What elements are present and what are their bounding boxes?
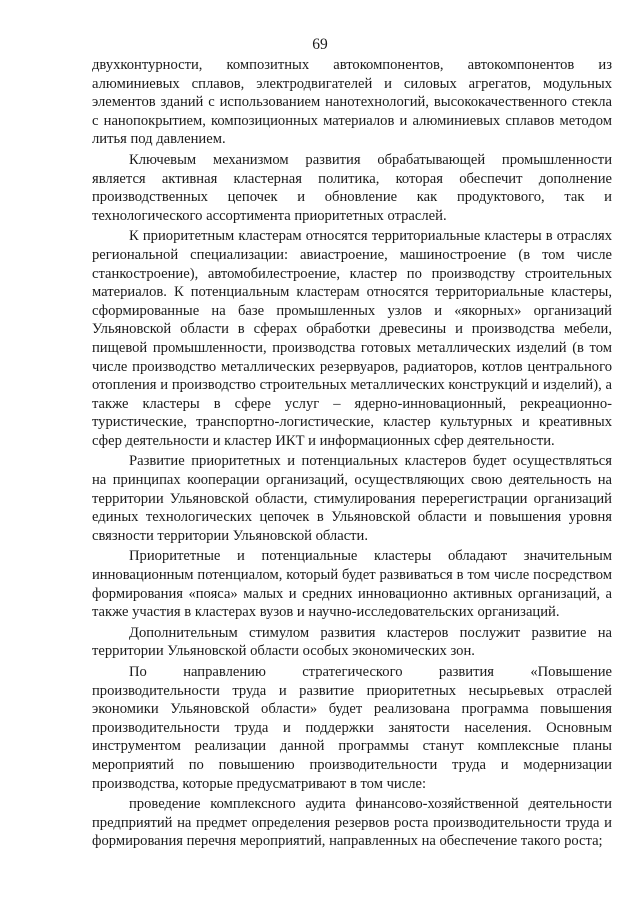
paragraph-continuation: двухконтурности, композитных автокомпонентов, автокомпонентов из алюминиевых сплавов, электродвигателей и силовых агрегатов, модульных элементов зданий с использованием нанотехнологий, высококачественного стекла с нанопокрытием, композиционных материалов и алюминиевых сплавов методом литья под давлением. — [92, 57, 612, 148]
paragraph-productivity-program: По направлению стратегического развития «Повышение производительности труда и развитие приоритетных несырьевых отраслей экономики Ульяновской области» будет реализована программа повышения производительности труда и поддержки занятости населения. Основным инструментом реализации данной программы станут комплексные планы мероприятий по повышению производительности труда и модернизации производства, которые предусматривают в том числе: — [92, 664, 612, 792]
paragraph-special-economic-zones: Дополнительным стимулом развития кластеров послужит развитие на территории Ульяновской области особых экономических зон. — [92, 624, 612, 660]
document-body — [92, 56, 612, 853]
paragraph-cluster-policy: Ключевым механизмом развития обрабатывающей промышленности является активная кластерная политика, которая обеспечит дополнение производственных цепочек и обновление как продуктового, так и технологического ассортимента приоритетных отраслей. — [92, 151, 612, 224]
paragraph-innovation-potential: Приоритетные и потенциальные кластеры обладают значительным инновационным потенциалом, который будет развиваться в том числе посредством формирования «пояса» малых и средних инновационно активных организаций, а также участия в кластерах вузов и научно-исследовательских организаций. — [92, 548, 612, 621]
page-number: 69 — [312, 36, 328, 53]
paragraph-cluster-development: Развитие приоритетных и потенциальных кластеров будет осуществляться на принципах кооперации организаций, осуществляющих свою деятельность на территории Ульяновской области, стимулирования перерегистрации организаций единых технологических цепочек в Ульяновской области и повышения уровня связности территории Ульяновской области. — [92, 453, 612, 544]
paragraph-priority-clusters: К приоритетным кластерам относятся территориальные кластеры в отраслях региональной специализации: авиастроение, машиностроение (в том числе станкостроение), автомобилестроение, кластер по производству строительных материалов. К потенциальным кластерам относятся территориальные кластеры, сформированные на базе промышленных узлов и «якорных» организаций Ульяновской области в сферах обработки древесины и производства мебели, пищевой промышленности, производства готовых металлических изделий (в том числе производство металлических резервуаров, радиаторов, котлов центрального отопления и производство строительных металлических конструкций и изделий), а также кластеры в сфере услуг – ядерно-инновационный, рекреационно-туристические, транспортно-логистические, кластер культурных и креативных сфер деятельности и кластер ИКТ и информационных сфер деятельности. — [92, 228, 612, 449]
paragraph-audit-item: проведение комплексного аудита финансово-хозяйственной деятельности предприятий на предмет определения резервов роста производительности труда и формирования перечня мероприятий, направленных на обеспечение такого роста; — [92, 796, 612, 850]
